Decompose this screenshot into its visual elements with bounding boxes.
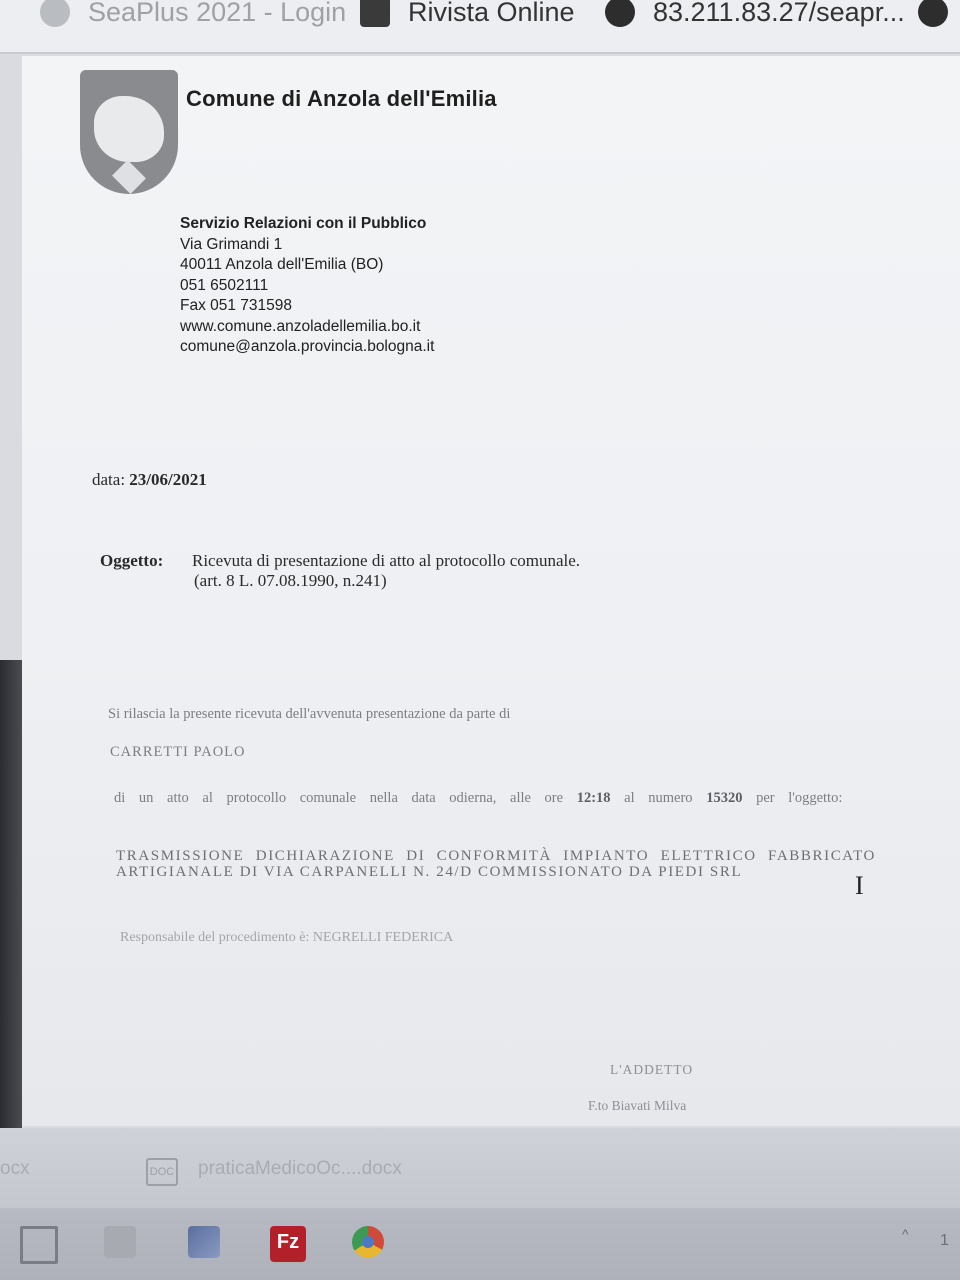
bookmark-seaplus-login[interactable] [40,0,346,32]
protocol-number: 15320 [706,790,743,806]
subject-label: Oggetto: [100,551,164,570]
office-address: Via Grimandi 1 [180,235,283,253]
bookmark-seapr-ip[interactable] [605,0,905,32]
protocol-text-b: al numero [624,790,693,806]
subject-text [192,551,580,591]
filezilla-icon[interactable]: Fz [270,1226,306,1262]
download-item-partial[interactable]: ocx [0,1158,30,1179]
office-city: 40011 Anzola dell'Emilia (BO) [180,256,384,273]
taskbar [0,1208,960,1280]
date-label: data: [92,470,126,489]
task-view-icon[interactable] [20,1226,58,1264]
procedure-manager: Responsabile del procedimento è: NEGRELLI FEDERICA [120,930,454,945]
office-email: comune@anzola.provincia.bologna.it [180,338,435,355]
coat-of-arms-logo [80,70,178,194]
clerk-signature: F.to Biavati Milva [588,1098,687,1113]
applicant-name: CARRETTI PAOLO [110,744,246,760]
text-cursor-icon: I [855,871,864,900]
office-website: www.comune.anzoladellemilia.bo.it [180,317,421,335]
date-value: 23/06/2021 [129,470,207,489]
comune-title: Comune di Anzola dell'Emilia [186,86,497,111]
download-item-file[interactable]: praticaMedicoOc....docx [198,1158,402,1179]
subject-line-1: Ricevuta di presentazione di atto al protocollo comunale. [192,551,581,570]
receipt-intro: Si rilascia la presente ricevuta dell'avvenuta presentazione da parte di [108,706,511,722]
protocol-details [114,790,874,806]
clerk-title: L'ADDETTO [610,1062,694,1077]
globe-icon [605,0,635,27]
globe-icon [40,0,70,27]
bookmark-label: 83.211.83.27/seapr... [653,0,905,27]
document-app-icon[interactable] [188,1226,220,1258]
office-fax: Fax 051 731598 [180,297,293,314]
office-service: Servizio Relazioni con il Pubblico [180,215,427,232]
document-page [22,56,960,1126]
bookmark-label: SeaPlus 2021 - Login [88,0,347,27]
bookmark-more[interactable] [918,0,960,32]
document-date [92,470,207,490]
protocol-time: 12:18 [576,790,611,806]
file-explorer-icon[interactable] [104,1226,136,1258]
protocol-text-a: di un atto al protocollo comunale nella data odierna, alle ore [114,790,564,806]
protocol-text-c: per l'oggetto: [756,790,843,806]
bookmark-rivista-online[interactable] [360,0,575,32]
bookmarks-bar [0,0,960,54]
tray-chevron-icon[interactable]: ^ [902,1226,909,1242]
taskbar-clock[interactable]: 1 [940,1232,949,1249]
bookmark-label: Rivista Online [408,0,575,27]
office-contacts [180,214,434,358]
screen-bezel [0,660,22,1128]
chrome-icon[interactable] [352,1226,384,1258]
magazine-icon [360,0,390,27]
docx-file-icon: DOC [146,1158,178,1186]
office-phone: 051 6502111 [180,276,269,294]
subject-line-2: (art. 8 L. 07.08.1990, n.241) [194,571,387,590]
act-subject: TRASMISSIONE DICHIARAZIONE DI CONFORMITÀ IMPIANTO ELETTRICO FABBRICATO ARTIGIANALE DI VIA CARPANELLI N. 24/D COMMISSIONATO DA PIEDI SRL [116,848,876,880]
downloads-shelf [0,1128,960,1208]
globe-icon [918,0,948,27]
